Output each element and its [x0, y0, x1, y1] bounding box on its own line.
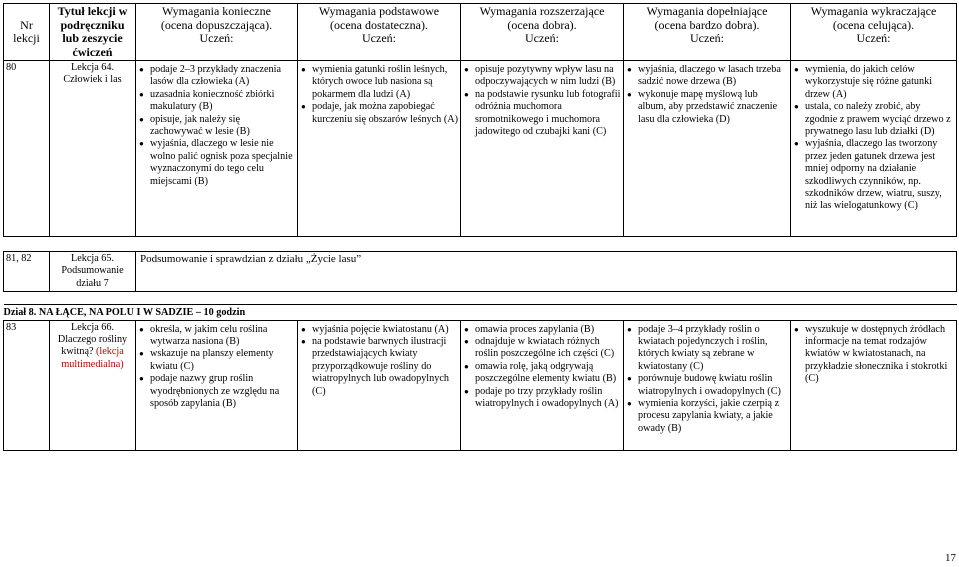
list-item: ● uzasadnia konieczność zbiórki makulatury (B)	[150, 89, 295, 114]
header-req-4: Wymagania dopełniające (ocena bardzo dobra). Uczeń:	[624, 4, 791, 61]
list-item: ● opisuje pozytywny wpływ lasu na odpoczywających w nim ludzi (B)	[475, 64, 621, 89]
table-row	[4, 320, 957, 450]
lesson-number: 83	[4, 320, 50, 450]
header-req-5: Wymagania wykraczające (ocena celująca). Uczeń:	[791, 4, 957, 61]
requirements-table	[3, 3, 957, 451]
req-cell-1	[136, 61, 298, 237]
lesson-title: Lekcja 66. Dlaczego rośliny kwitną? (lekcja multimedialna)	[50, 320, 136, 450]
list-item: ● wyjaśnia pojęcie kwiatostanu (A)	[312, 324, 458, 336]
list-item: ● wymienia gatunki roślin leśnych, których owoce lub nasiona są pokarmem dla ludzi (A)	[312, 64, 458, 101]
lesson-title: Lekcja 65. Podsumowanie działu 7	[50, 252, 136, 292]
req-cell-2	[298, 61, 461, 237]
req-cell-4	[624, 320, 791, 450]
page-number: 17	[945, 552, 956, 564]
header-req-3: Wymagania rozszerzające (ocena dobra). Uczeń:	[461, 4, 624, 61]
list-item: ● wyszukuje w dostępnych źródłach informacje na temat rodzajów kwiatów w kwiatostanach, na przykładzie słonecznika i stokrotki (C)	[805, 324, 954, 386]
list-item: ● wyjaśnia, dlaczego las tworzony przez jeden gatunek drzewa jest mniej odporny na działanie szkodliwych czynników, np. szkodników drzew, wiatru, suszy, niż las wielogatunkowy (C)	[805, 138, 954, 212]
list-item: ● wykonuje mapę myślową lub album, aby przedstawić znaczenie lasu dla człowieka (D)	[638, 89, 788, 126]
req-cell-2	[298, 320, 461, 450]
spacer-row	[4, 237, 957, 252]
req-cell-4	[624, 61, 791, 237]
list-item: ● wskazuje na planszy elementy kwiatu (C)	[150, 348, 295, 373]
lesson-note: (lekcja multimedialna)	[61, 346, 124, 370]
list-item: ● odnajduje w kwiatach różnych roślin poszczególne ich części (C)	[475, 336, 621, 361]
list-item: ● na podstawie barwnych ilustracji przedstawiających kwiaty przyporządkowuje rośliny do wiatropylnych lub owadopylnych (C)	[312, 336, 458, 398]
list-item: ● omawia proces zapylania (B)	[475, 324, 621, 336]
list-item: ● na podstawie rysunku lub fotografii odróżnia muchomora sromotnikowego i muchomora jadowitego od czubajki kani (C)	[475, 89, 621, 139]
list-item: ● wymienia, do jakich celów wykorzystuje się różne gatunki drzew (A)	[805, 64, 954, 101]
list-item: ● omawia rolę, jaką odgrywają poszczególne elementy kwiatu (B)	[475, 361, 621, 386]
table-row	[4, 252, 957, 292]
lesson-title: Lekcja 64. Człowiek i las	[50, 61, 136, 237]
req-cell-3	[461, 320, 624, 450]
req-cell-5	[791, 320, 957, 450]
list-item: ● podaje 3–4 przykłady roślin o kwiatach pojedynczych i roślin, których kwiaty są zebrane w kwiatostany (C)	[638, 324, 788, 374]
req-cell-3	[461, 61, 624, 237]
header-req-1: Wymagania konieczne (ocena dopuszczająca). Uczeń:	[136, 4, 298, 61]
header-row	[4, 4, 957, 61]
header-title: Tytuł lekcji w podręczniku lub zeszycie ćwiczeń	[50, 4, 136, 61]
list-item: ● podaje, jak można zapobiegać kurczeniu się obszarów leśnych (A)	[312, 101, 458, 126]
list-item: ● ustala, co należy zrobić, aby zgodnie z prawem wyciąć drzewo z prywatnego lasu lub działki (D)	[805, 101, 954, 138]
list-item: ● określa, w jakim celu roślina wytwarza nasiona (B)	[150, 324, 295, 349]
req-cell-5	[791, 61, 957, 237]
header-nr: Nr lekcji	[4, 4, 50, 61]
list-item: ● wyjaśnia, dlaczego w lasach trzeba sadzić nowe drzewa (B)	[638, 64, 788, 89]
summary-cell: Podsumowanie i sprawdzian z działu „Życie lasu”	[136, 252, 957, 292]
section-row	[4, 305, 957, 320]
list-item: ● wyjaśnia, dlaczego w lesie nie wolno palić ognisk poza specjalnie wyznaczonymi do tego celu miejscami (B)	[150, 138, 295, 188]
list-item: ● porównuje budowę kwiatu roślin wiatropylnych i owadopylnych (C)	[638, 373, 788, 398]
lesson-number: 80	[4, 61, 50, 237]
spacer-row	[4, 292, 957, 305]
section-title: Dział 8. NA ŁĄCE, NA POLU I W SADZIE – 10 godzin	[4, 305, 957, 320]
list-item: ● wymienia korzyści, jakie czerpią z procesu zapylania kwiaty, a jakie owady (B)	[638, 398, 788, 435]
list-item: ● podaje po trzy przykłady roślin wiatropylnych i owadopylnych (A)	[475, 386, 621, 411]
lesson-number: 81, 82	[4, 252, 50, 292]
list-item: ● podaje 2–3 przykłady znaczenia lasów dla człowieka (A)	[150, 64, 295, 89]
table-row	[4, 61, 957, 237]
list-item: ● opisuje, jak należy się zachowywać w lesie (B)	[150, 114, 295, 139]
list-item: ● podaje nazwy grup roślin wyodrębnionych ze względu na sposób zapylania (B)	[150, 373, 295, 410]
header-req-2: Wymagania podstawowe (ocena dostateczna). Uczeń:	[298, 4, 461, 61]
req-cell-1	[136, 320, 298, 450]
